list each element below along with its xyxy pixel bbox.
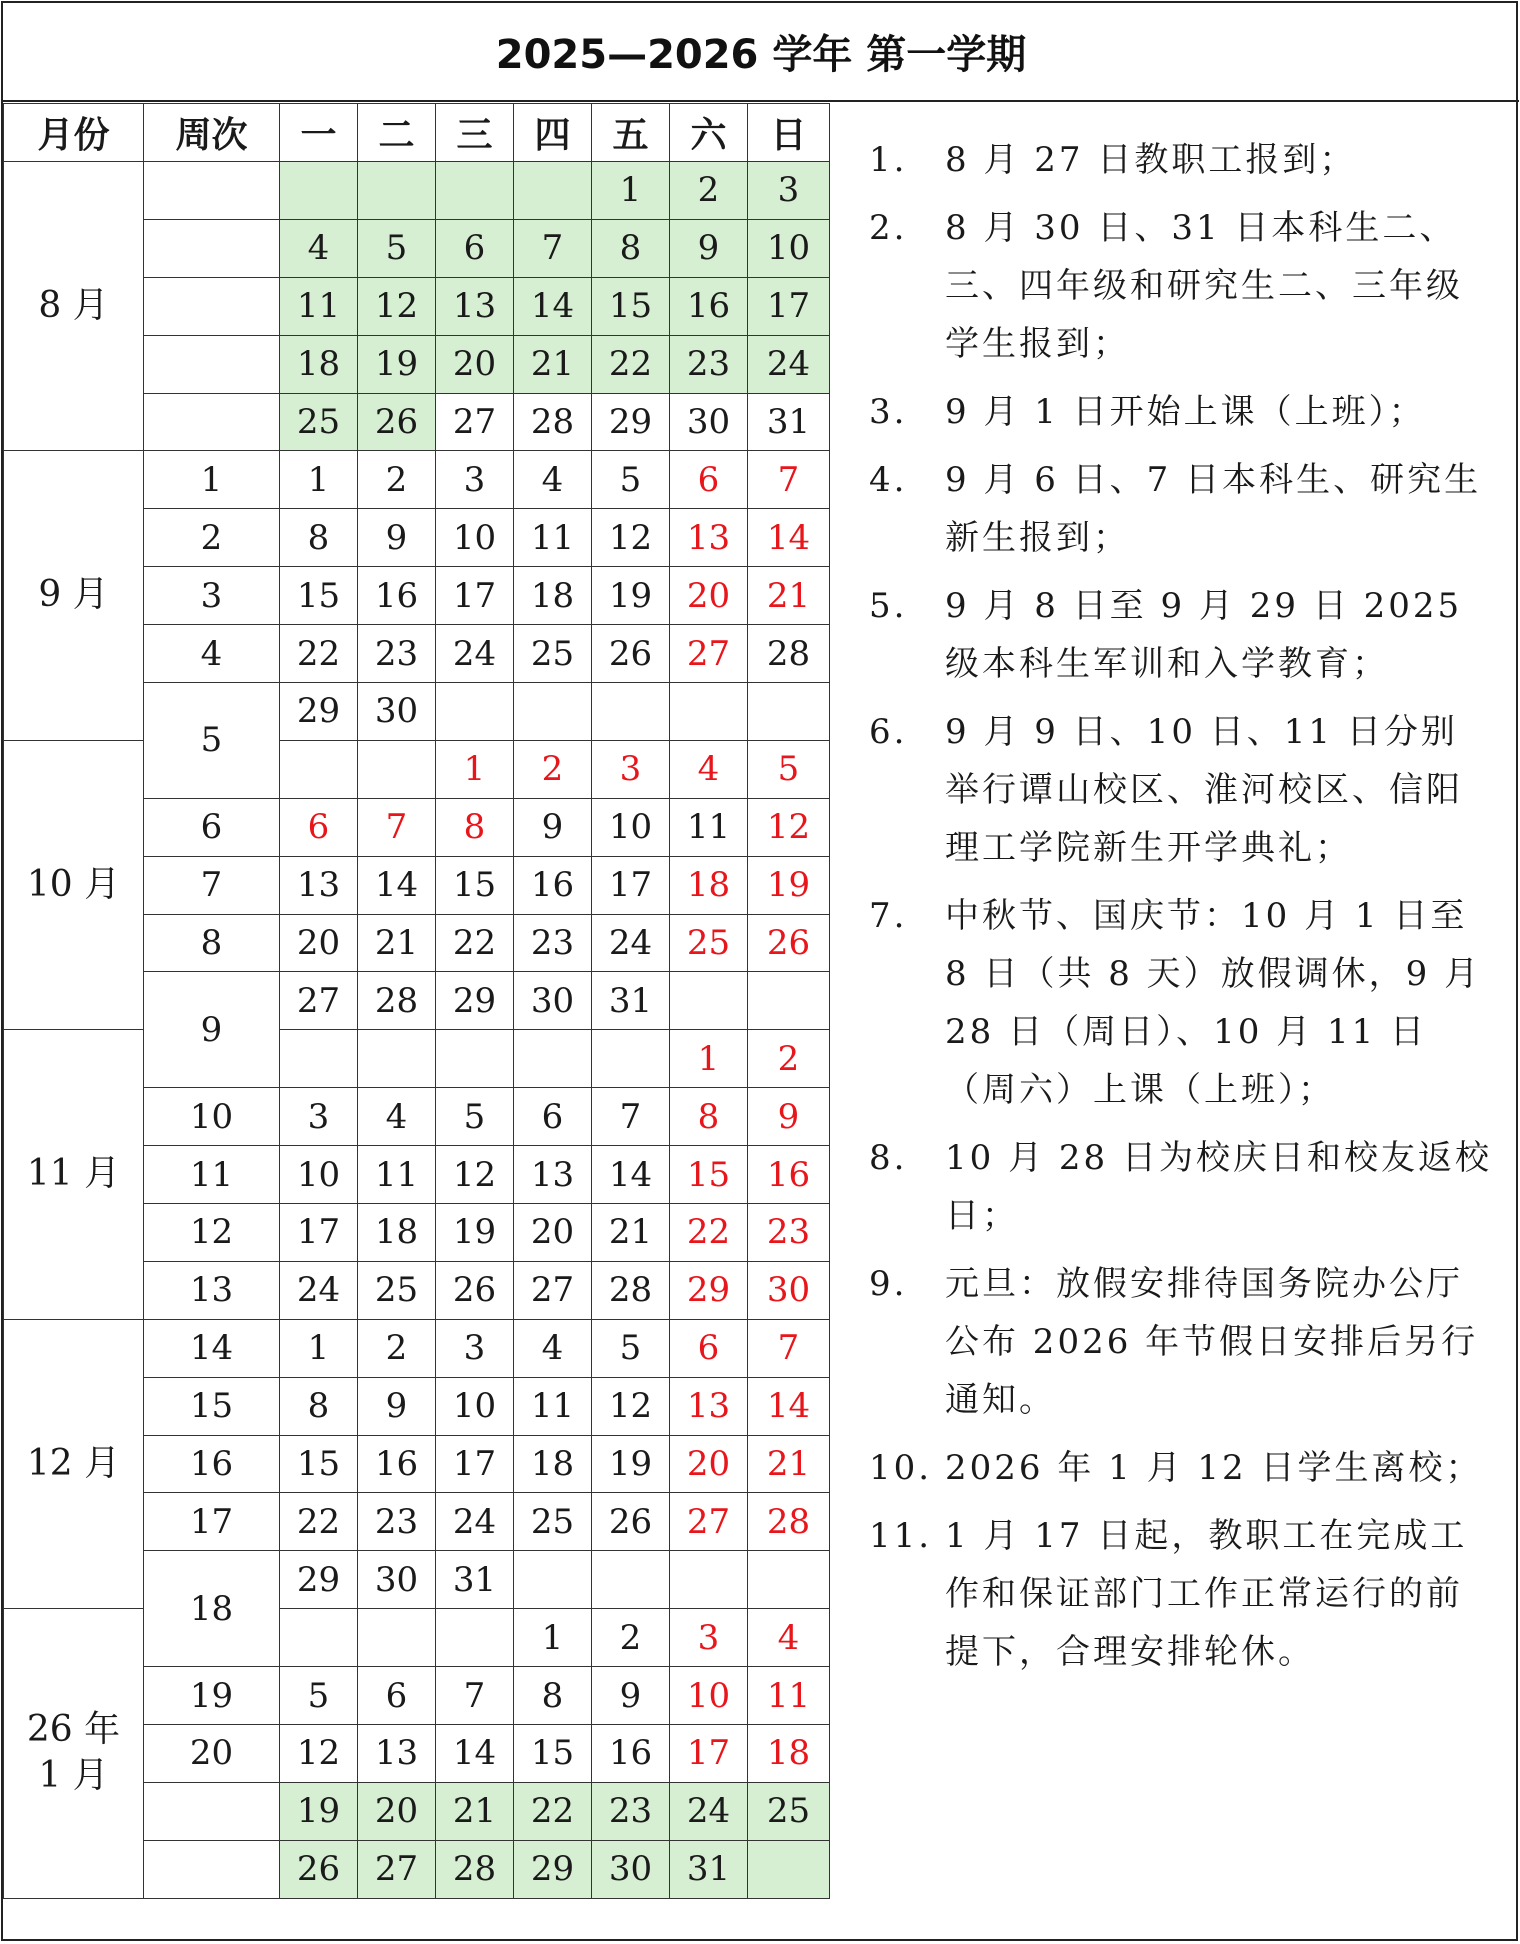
day-cell: 8 — [514, 1667, 592, 1725]
day-cell: 3 — [436, 1319, 514, 1377]
note-text: 9 月 6 日、7 日本科生、研究生新生报到； — [945, 460, 1482, 558]
note-number: 4. — [869, 460, 908, 500]
week-number: 11 — [144, 1146, 280, 1204]
note-item — [863, 1439, 1493, 1497]
note-text: 9 月 8 日至 9 月 29 日 2025 级本科生军训和入学教育； — [945, 586, 1463, 684]
day-cell: 11 — [748, 1667, 830, 1725]
day-cell: 1 — [514, 1609, 592, 1667]
note-number: 6. — [869, 712, 908, 752]
day-cell — [670, 683, 748, 741]
week-number — [144, 335, 280, 393]
note-text: 9 月 9 日、10 日、11 日分别举行谭山校区、淮河校区、信阳理工学院新生开学典礼； — [945, 712, 1463, 868]
notes-list — [863, 131, 1493, 1691]
note-number: 5. — [869, 586, 908, 626]
day-cell: 16 — [514, 856, 592, 914]
note-item — [863, 383, 1493, 441]
month-label: 11 月 — [4, 1030, 144, 1319]
day-cell — [436, 683, 514, 741]
day-cell: 6 — [670, 1319, 748, 1377]
week-number: 1 — [144, 451, 280, 509]
day-cell: 5 — [592, 451, 670, 509]
day-cell: 10 — [670, 1667, 748, 1725]
day-cell: 7 — [748, 451, 830, 509]
day-cell: 16 — [358, 1435, 436, 1493]
note-number: 10. — [869, 1448, 933, 1488]
note-text: 元旦：放假安排待国务院办公厅公布 2026 年节假日安排后另行通知。 — [945, 1264, 1479, 1420]
day-cell: 27 — [514, 1261, 592, 1319]
day-cell: 1 — [592, 162, 670, 220]
day-cell: 19 — [592, 1435, 670, 1493]
column-header: 三 — [436, 104, 514, 162]
day-cell — [358, 1030, 436, 1088]
day-cell: 18 — [514, 567, 592, 625]
week-number: 18 — [144, 1551, 280, 1667]
day-cell: 5 — [280, 1667, 358, 1725]
month-label: 10 月 — [4, 740, 144, 1029]
day-cell: 18 — [514, 1435, 592, 1493]
day-cell: 8 — [592, 219, 670, 277]
note-item — [863, 131, 1493, 189]
day-cell: 24 — [280, 1261, 358, 1319]
day-cell: 2 — [748, 1030, 830, 1088]
day-cell: 10 — [436, 1377, 514, 1435]
day-cell: 15 — [592, 277, 670, 335]
note-number: 11. — [869, 1516, 933, 1556]
day-cell: 3 — [670, 1609, 748, 1667]
day-cell: 1 — [670, 1030, 748, 1088]
week-number — [144, 1782, 280, 1840]
day-cell: 3 — [592, 740, 670, 798]
day-cell: 5 — [592, 1319, 670, 1377]
day-cell: 20 — [358, 1782, 436, 1840]
day-cell: 29 — [592, 393, 670, 451]
calendar-row — [4, 162, 830, 220]
calendar-row — [4, 1319, 830, 1377]
day-cell: 6 — [514, 1088, 592, 1146]
day-cell: 9 — [358, 1377, 436, 1435]
day-cell — [280, 1609, 358, 1667]
column-header: 六 — [670, 104, 748, 162]
day-cell: 7 — [358, 798, 436, 856]
week-number: 4 — [144, 625, 280, 683]
day-cell: 3 — [436, 451, 514, 509]
day-cell: 29 — [514, 1840, 592, 1898]
day-cell: 20 — [670, 567, 748, 625]
calendar-row — [4, 451, 830, 509]
week-number: 12 — [144, 1204, 280, 1262]
day-cell: 11 — [514, 1377, 592, 1435]
day-cell: 30 — [358, 683, 436, 741]
day-cell: 18 — [670, 856, 748, 914]
week-number: 7 — [144, 856, 280, 914]
day-cell: 8 — [670, 1088, 748, 1146]
week-number: 9 — [144, 972, 280, 1088]
day-cell: 4 — [358, 1088, 436, 1146]
day-cell: 19 — [280, 1782, 358, 1840]
day-cell: 21 — [748, 567, 830, 625]
week-number — [144, 393, 280, 451]
day-cell: 20 — [514, 1204, 592, 1262]
day-cell: 5 — [436, 1088, 514, 1146]
day-cell: 31 — [748, 393, 830, 451]
day-cell: 10 — [436, 509, 514, 567]
day-cell: 12 — [280, 1725, 358, 1783]
day-cell: 7 — [514, 219, 592, 277]
day-cell: 14 — [592, 1146, 670, 1204]
note-text: 8 月 30 日、31 日本科生二、三、四年级和研究生二、三年级学生报到； — [945, 208, 1463, 364]
day-cell: 31 — [436, 1551, 514, 1609]
day-cell — [358, 162, 436, 220]
day-cell: 17 — [670, 1725, 748, 1783]
day-cell: 28 — [748, 625, 830, 683]
day-cell: 10 — [592, 798, 670, 856]
page-title: 2025—2026 学年 第一学期 — [3, 3, 1519, 102]
day-cell: 25 — [748, 1782, 830, 1840]
day-cell: 10 — [748, 219, 830, 277]
column-header: 二 — [358, 104, 436, 162]
day-cell: 24 — [436, 625, 514, 683]
note-text: 1 月 17 日起，教职工在完成工作和保证部门工作正常运行的前提下，合理安排轮休。 — [945, 1516, 1468, 1672]
note-item — [863, 577, 1493, 693]
day-cell: 4 — [670, 740, 748, 798]
day-cell: 26 — [358, 393, 436, 451]
day-cell: 14 — [436, 1725, 514, 1783]
day-cell — [748, 1551, 830, 1609]
day-cell: 19 — [748, 856, 830, 914]
day-cell — [436, 1609, 514, 1667]
month-label: 8 月 — [4, 162, 144, 451]
day-cell: 28 — [748, 1493, 830, 1551]
day-cell — [514, 1551, 592, 1609]
week-number — [144, 277, 280, 335]
day-cell: 11 — [670, 798, 748, 856]
day-cell: 22 — [514, 1782, 592, 1840]
day-cell: 23 — [748, 1204, 830, 1262]
day-cell: 20 — [670, 1435, 748, 1493]
day-cell: 6 — [670, 451, 748, 509]
day-cell: 8 — [280, 1377, 358, 1435]
day-cell — [436, 162, 514, 220]
note-item — [863, 703, 1493, 877]
day-cell: 28 — [514, 393, 592, 451]
day-cell: 23 — [592, 1782, 670, 1840]
day-cell: 22 — [436, 914, 514, 972]
day-cell: 23 — [358, 625, 436, 683]
day-cell: 11 — [280, 277, 358, 335]
week-number: 16 — [144, 1435, 280, 1493]
day-cell: 7 — [592, 1088, 670, 1146]
day-cell: 21 — [748, 1435, 830, 1493]
note-item — [863, 1507, 1493, 1681]
day-cell: 2 — [592, 1609, 670, 1667]
day-cell — [280, 162, 358, 220]
day-cell: 31 — [670, 1840, 748, 1898]
day-cell: 25 — [358, 1261, 436, 1319]
day-cell — [514, 1030, 592, 1088]
day-cell: 26 — [592, 1493, 670, 1551]
day-cell: 4 — [514, 451, 592, 509]
day-cell — [358, 1609, 436, 1667]
day-cell — [436, 1030, 514, 1088]
day-cell — [358, 740, 436, 798]
day-cell: 30 — [748, 1261, 830, 1319]
note-text: 9 月 1 日开始上课（上班）； — [945, 392, 1426, 432]
day-cell: 26 — [436, 1261, 514, 1319]
day-cell: 15 — [280, 567, 358, 625]
day-cell: 6 — [280, 798, 358, 856]
day-cell: 29 — [280, 683, 358, 741]
day-cell: 27 — [436, 393, 514, 451]
month-label: 26 年 1 月 — [4, 1609, 144, 1898]
day-cell: 22 — [670, 1204, 748, 1262]
day-cell: 9 — [592, 1667, 670, 1725]
day-cell: 4 — [748, 1609, 830, 1667]
note-number: 9. — [869, 1264, 908, 1304]
day-cell: 13 — [670, 509, 748, 567]
column-header: 周次 — [144, 104, 280, 162]
day-cell: 12 — [748, 798, 830, 856]
day-cell: 15 — [514, 1725, 592, 1783]
week-number — [144, 219, 280, 277]
day-cell: 15 — [280, 1435, 358, 1493]
day-cell: 4 — [280, 219, 358, 277]
day-cell: 23 — [514, 914, 592, 972]
day-cell: 16 — [358, 567, 436, 625]
month-label: 12 月 — [4, 1319, 144, 1608]
day-cell: 2 — [358, 451, 436, 509]
day-cell: 24 — [592, 914, 670, 972]
day-cell: 30 — [670, 393, 748, 451]
day-cell: 5 — [358, 219, 436, 277]
note-item — [863, 451, 1493, 567]
day-cell — [280, 1030, 358, 1088]
week-number — [144, 1840, 280, 1898]
day-cell: 23 — [670, 335, 748, 393]
column-header: 五 — [592, 104, 670, 162]
note-number: 2. — [869, 208, 908, 248]
day-cell: 13 — [436, 277, 514, 335]
day-cell: 17 — [436, 1435, 514, 1493]
day-cell: 30 — [358, 1551, 436, 1609]
day-cell: 31 — [592, 972, 670, 1030]
week-number: 3 — [144, 567, 280, 625]
week-number: 5 — [144, 683, 280, 799]
calendar-document — [1, 1, 1518, 1941]
day-cell: 7 — [748, 1319, 830, 1377]
calendar-row — [4, 1609, 830, 1667]
column-header: 一 — [280, 104, 358, 162]
day-cell — [748, 683, 830, 741]
day-cell: 14 — [514, 277, 592, 335]
note-text: 2026 年 1 月 12 日学生离校； — [945, 1448, 1483, 1488]
day-cell: 4 — [514, 1319, 592, 1377]
day-cell: 21 — [436, 1782, 514, 1840]
note-item — [863, 887, 1493, 1119]
calendar-row — [4, 740, 830, 798]
day-cell: 28 — [592, 1261, 670, 1319]
day-cell: 1 — [436, 740, 514, 798]
day-cell: 9 — [514, 798, 592, 856]
calendar-table — [3, 103, 830, 1899]
day-cell — [670, 972, 748, 1030]
column-header: 四 — [514, 104, 592, 162]
note-text: 10 月 28 日为校庆日和校友返校日； — [945, 1138, 1492, 1236]
day-cell: 27 — [280, 972, 358, 1030]
day-cell: 22 — [592, 335, 670, 393]
day-cell: 26 — [748, 914, 830, 972]
day-cell: 14 — [748, 1377, 830, 1435]
day-cell: 30 — [592, 1840, 670, 1898]
day-cell — [514, 683, 592, 741]
day-cell: 9 — [670, 219, 748, 277]
day-cell — [670, 1551, 748, 1609]
day-cell: 29 — [436, 972, 514, 1030]
day-cell: 24 — [436, 1493, 514, 1551]
day-cell: 8 — [436, 798, 514, 856]
day-cell: 22 — [280, 625, 358, 683]
day-cell: 6 — [358, 1667, 436, 1725]
day-cell: 15 — [670, 1146, 748, 1204]
day-cell: 21 — [358, 914, 436, 972]
day-cell: 7 — [436, 1667, 514, 1725]
day-cell: 14 — [748, 509, 830, 567]
day-cell: 18 — [358, 1204, 436, 1262]
note-number: 3. — [869, 392, 908, 432]
header-row — [4, 104, 830, 162]
day-cell: 19 — [358, 335, 436, 393]
note-item — [863, 1255, 1493, 1429]
week-number: 2 — [144, 509, 280, 567]
note-text: 8 月 27 日教职工报到； — [945, 140, 1357, 180]
day-cell: 28 — [358, 972, 436, 1030]
day-cell: 3 — [748, 162, 830, 220]
day-cell: 2 — [670, 162, 748, 220]
note-number: 1. — [869, 140, 908, 180]
day-cell: 26 — [280, 1840, 358, 1898]
day-cell: 24 — [748, 335, 830, 393]
day-cell: 13 — [358, 1725, 436, 1783]
day-cell: 24 — [670, 1782, 748, 1840]
day-cell: 19 — [592, 567, 670, 625]
day-cell: 9 — [358, 509, 436, 567]
day-cell: 23 — [358, 1493, 436, 1551]
week-number: 8 — [144, 914, 280, 972]
day-cell: 27 — [670, 1493, 748, 1551]
day-cell: 26 — [592, 625, 670, 683]
day-cell: 12 — [592, 1377, 670, 1435]
day-cell: 3 — [280, 1088, 358, 1146]
week-number: 19 — [144, 1667, 280, 1725]
calendar-row — [4, 1030, 830, 1088]
day-cell: 1 — [280, 451, 358, 509]
day-cell: 18 — [280, 335, 358, 393]
day-cell: 12 — [436, 1146, 514, 1204]
note-number: 7. — [869, 896, 908, 936]
day-cell: 28 — [436, 1840, 514, 1898]
week-number — [144, 162, 280, 220]
day-cell: 21 — [514, 335, 592, 393]
note-item — [863, 1129, 1493, 1245]
day-cell: 16 — [670, 277, 748, 335]
column-header: 月份 — [4, 104, 144, 162]
day-cell: 21 — [592, 1204, 670, 1262]
day-cell: 25 — [514, 625, 592, 683]
week-number: 17 — [144, 1493, 280, 1551]
note-item — [863, 199, 1493, 373]
day-cell: 6 — [436, 219, 514, 277]
day-cell — [280, 740, 358, 798]
day-cell: 18 — [748, 1725, 830, 1783]
day-cell: 19 — [436, 1204, 514, 1262]
day-cell: 2 — [358, 1319, 436, 1377]
week-number: 20 — [144, 1725, 280, 1783]
day-cell: 16 — [592, 1725, 670, 1783]
month-label: 9 月 — [4, 451, 144, 740]
day-cell — [748, 972, 830, 1030]
day-cell: 20 — [436, 335, 514, 393]
day-cell: 11 — [514, 509, 592, 567]
day-cell: 9 — [748, 1088, 830, 1146]
day-cell: 29 — [670, 1261, 748, 1319]
day-cell: 17 — [280, 1204, 358, 1262]
day-cell: 29 — [280, 1551, 358, 1609]
day-cell: 25 — [280, 393, 358, 451]
column-header: 日 — [748, 104, 830, 162]
day-cell: 13 — [670, 1377, 748, 1435]
day-cell: 15 — [436, 856, 514, 914]
week-number: 14 — [144, 1319, 280, 1377]
note-number: 8. — [869, 1138, 908, 1178]
week-number: 13 — [144, 1261, 280, 1319]
week-number: 10 — [144, 1088, 280, 1146]
day-cell: 25 — [670, 914, 748, 972]
day-cell: 2 — [514, 740, 592, 798]
day-cell: 17 — [748, 277, 830, 335]
day-cell: 27 — [670, 625, 748, 683]
day-cell: 13 — [280, 856, 358, 914]
day-cell: 1 — [280, 1319, 358, 1377]
day-cell: 22 — [280, 1493, 358, 1551]
day-cell — [592, 1551, 670, 1609]
day-cell — [514, 162, 592, 220]
day-cell — [592, 683, 670, 741]
day-cell: 20 — [280, 914, 358, 972]
week-number: 15 — [144, 1377, 280, 1435]
day-cell: 16 — [748, 1146, 830, 1204]
calendar-table-wrap — [3, 103, 830, 1899]
day-cell: 17 — [436, 567, 514, 625]
day-cell: 14 — [358, 856, 436, 914]
day-cell: 12 — [358, 277, 436, 335]
day-cell: 17 — [592, 856, 670, 914]
week-number: 6 — [144, 798, 280, 856]
day-cell: 5 — [748, 740, 830, 798]
day-cell: 30 — [514, 972, 592, 1030]
day-cell — [592, 1030, 670, 1088]
day-cell: 11 — [358, 1146, 436, 1204]
day-cell: 10 — [280, 1146, 358, 1204]
day-cell — [748, 1840, 830, 1898]
day-cell: 13 — [514, 1146, 592, 1204]
day-cell: 27 — [358, 1840, 436, 1898]
note-text: 中秋节、国庆节：10 月 1 日至 8 日（共 8 天）放假调休，9 月 28 日（周日）、10 月 11 日（周六）上课（上班）； — [945, 896, 1482, 1110]
day-cell: 25 — [514, 1493, 592, 1551]
day-cell: 12 — [592, 509, 670, 567]
day-cell: 8 — [280, 509, 358, 567]
